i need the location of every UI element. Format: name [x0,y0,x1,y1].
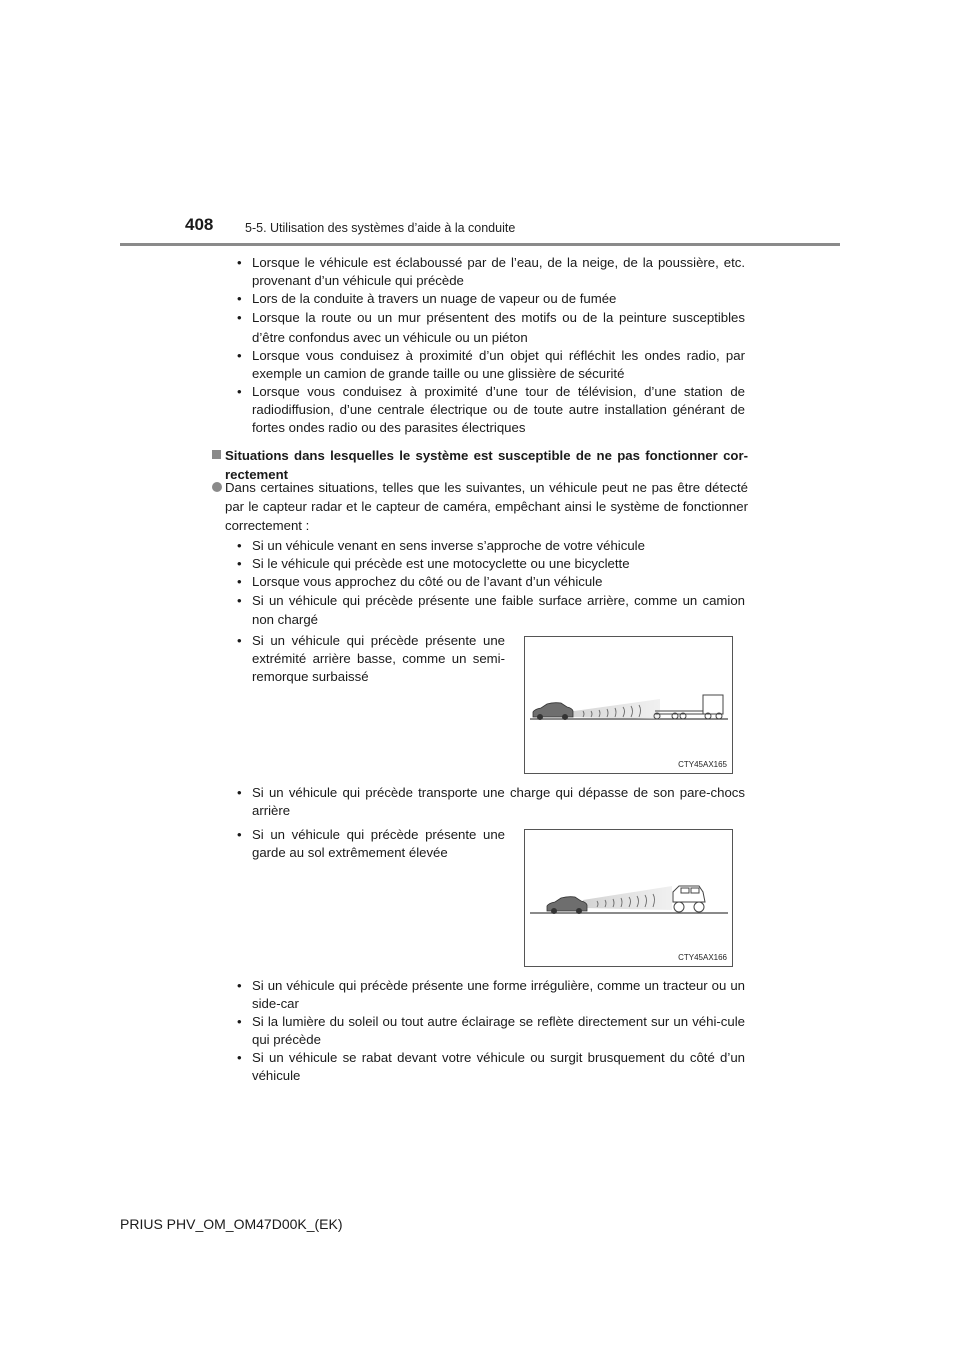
list-item-text: Si un véhicule qui précède présente une garde au sol extrêmement élevée [252,827,505,860]
list-item [237,977,745,1013]
bullet-dot: • [237,978,242,993]
list-item [237,1013,745,1049]
illustration-low-trailer [524,636,733,774]
list-item [237,1049,745,1085]
list-item-text: Lorsque vous approchez du côté ou de l’avant d’un véhicule [252,574,603,589]
list-item [237,591,745,629]
intro-paragraph [212,478,748,535]
list-item [237,632,505,686]
list-item-text: Si un véhicule qui précède présente une faible surface arrière, comme un camion non chargé [252,593,745,627]
bullet-dot: • [237,633,242,648]
car-icon [547,897,587,914]
list-item [237,308,745,348]
illustration-high-clearance [524,829,733,967]
bullet-dot: • [237,348,242,363]
list-item [237,573,745,591]
list-item-text: Si un véhicule qui précède présente une forme irrégulière, comme un tracteur ou un side-car [252,978,745,1011]
list-item-text: Lorsque vous conduisez à proximité d’une tour de télévision, d’une station de radiodiffusion, d’une centrale électrique ou de toute autre installation générant de fortes ondes radio ou des parasites électriques [252,384,745,435]
list-item-text: Lorsque la route ou un mur présentent des motifs ou de la peinture susceptibles d’être confondus avec un véhicule ou un piéton [252,310,745,345]
radar-beam [583,886,672,910]
list-item [237,254,745,290]
list-item-text: Si un véhicule se rabat devant votre véhicule ou surgit brusquement du côté d’un véhicule [252,1050,745,1083]
list-item-text: Si un véhicule venant en sens inverse s’approche de votre véhicule [252,538,645,553]
list-item [237,784,745,820]
suv-icon [673,886,705,912]
list-item-text: Si le véhicule qui précède est une motocyclette ou une bicyclette [252,556,630,571]
truck-icon [654,695,723,719]
bullet-dot: • [237,827,242,842]
square-bullet-icon [212,450,221,459]
figure-caption: CTY45AX165 [678,760,727,769]
list-item-text: Lors de la conduite à travers un nuage de vapeur ou de fumée [252,291,617,306]
radar-beam [567,699,660,719]
list-item [237,383,745,437]
list-item-text: Lorsque vous conduisez à proximité d’un objet qui réfléchit les ondes radio, par exemple un camion de grande taille ou une glissière de sécurité [252,348,745,381]
car-icon [533,703,573,720]
list-item-text: Si la lumière du soleil ou tout autre éclairage se reflète directement sur un véhi-cule qui précède [252,1014,745,1047]
list-item [237,537,745,555]
bullet-dot: • [237,1014,242,1029]
section-title: 5-5. Utilisation des systèmes d’aide à la conduite [245,221,516,235]
circle-bullet-icon [212,482,222,492]
header-divider [120,243,840,246]
bullet-dot: • [237,291,242,306]
bullet-dot: • [237,310,242,325]
bullet-dot: • [237,593,242,608]
intro-text: Dans certaines situations, telles que les suivantes, un véhicule peut ne pas être détecté par le capteur radar et le capteur de caméra, empêchant ainsi le système de fonctionner correctement : [225,480,748,533]
bullet-dot: • [237,538,242,553]
list-item [237,826,505,862]
list-item [237,290,745,308]
bullet-dot: • [237,785,242,800]
page-number: 408 [185,215,214,234]
high-clearance-diagram [525,830,732,966]
list-item [237,347,745,383]
low-trailer-diagram [525,637,732,773]
list-item [237,555,745,573]
figure-caption: CTY45AX166 [678,953,727,962]
list-item-text: Si un véhicule qui précède présente une extrémité arrière basse, comme un semi-remorque surbaissé [252,633,505,684]
footer-document-id: PRIUS PHV_OM_OM47D00K_(EK) [120,1216,343,1232]
list-item-text: Si un véhicule qui précède transporte une charge qui dépasse de son pare-chocs arrière [252,785,745,818]
section-heading-text: Situations dans lesquelles le système est susceptible de ne pas fonctionner cor-rectement [225,448,748,482]
bullet-dot: • [237,1050,242,1065]
bullet-dot: • [237,574,242,589]
bullet-dot: • [237,556,242,571]
bullet-dot: • [237,384,242,399]
list-item-text: Lorsque le véhicule est éclaboussé par de l’eau, de la neige, de la poussière, etc. provenant d’un véhicule qui précède [252,255,745,288]
bullet-dot: • [237,255,242,270]
